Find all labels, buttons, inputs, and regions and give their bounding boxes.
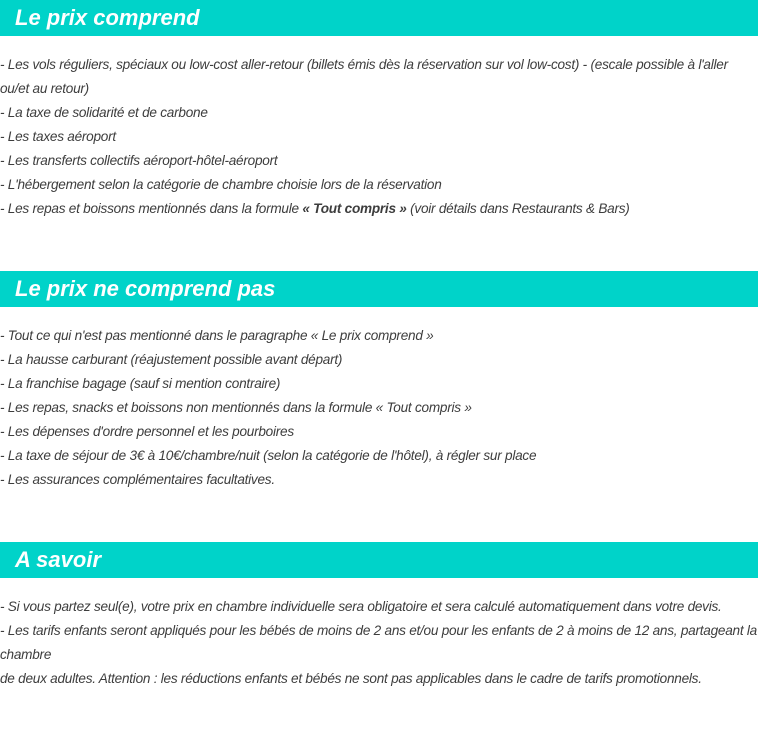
item-text: - Les repas et boissons mentionnés dans la formule — [0, 201, 303, 216]
section-body — [0, 307, 758, 492]
section-prix-comprend — [0, 0, 758, 221]
item-bold: « Tout compris » — [302, 201, 407, 216]
list-item: - Les transferts collectifs aéroport-hôtel-aéroport — [0, 153, 278, 168]
list-item: - Tout ce qui n'est pas mentionné dans le paragraphe « Le prix comprend » — [0, 328, 434, 343]
list-item: - Les taxes aéroport — [0, 129, 116, 144]
list-item: - La taxe de séjour de 3€ à 10€/chambre/nuit (selon la catégorie de l'hôtel), à régler sur place — [0, 448, 537, 463]
list-item: - La taxe de solidarité et de carbone — [0, 105, 208, 120]
list-item: - Si vous partez seul(e), votre prix en chambre individuelle sera obligatoire et sera calculé automatiquement dans votre devis. — [0, 599, 722, 614]
list-item: de deux adultes. Attention : les réductions enfants et bébés ne sont pas applicables dans le cadre de tarifs promotionnels. — [0, 671, 702, 686]
list-item: - L'hébergement selon la catégorie de chambre choisie lors de la réservation — [0, 177, 442, 192]
list-item: - Les assurances complémentaires facultatives. — [0, 472, 275, 487]
list-item: - Les dépenses d'ordre personnel et les pourboires — [0, 424, 294, 439]
list-item — [0, 197, 758, 221]
list-item: - Les tarifs enfants seront appliqués pour les bébés de moins de 2 ans et/ou pour les enfants de 2 à moins de 12 ans, partageant la chambre — [0, 623, 757, 662]
section-title: Le prix comprend — [0, 0, 758, 36]
list-item: - La hausse carburant (réajustement possible avant départ) — [0, 352, 343, 367]
list-item: - Les vols réguliers, spéciaux ou low-cost aller-retour (billets émis dès la réservation sur vol low-cost) - (escale possible à l'aller ou/et au retour) — [0, 57, 728, 96]
section-prix-ne-comprend-pas — [0, 271, 758, 492]
list-item: - La franchise bagage (sauf si mention contraire) — [0, 376, 281, 391]
list-item: - Les repas, snacks et boissons non mentionnés dans la formule « Tout compris » — [0, 400, 472, 415]
item-text: (voir détails dans Restaurants & Bars) — [406, 201, 630, 216]
section-body — [0, 578, 758, 691]
section-title: A savoir — [0, 542, 758, 578]
section-a-savoir — [0, 542, 758, 691]
section-title: Le prix ne comprend pas — [0, 271, 758, 307]
section-body — [0, 36, 758, 221]
